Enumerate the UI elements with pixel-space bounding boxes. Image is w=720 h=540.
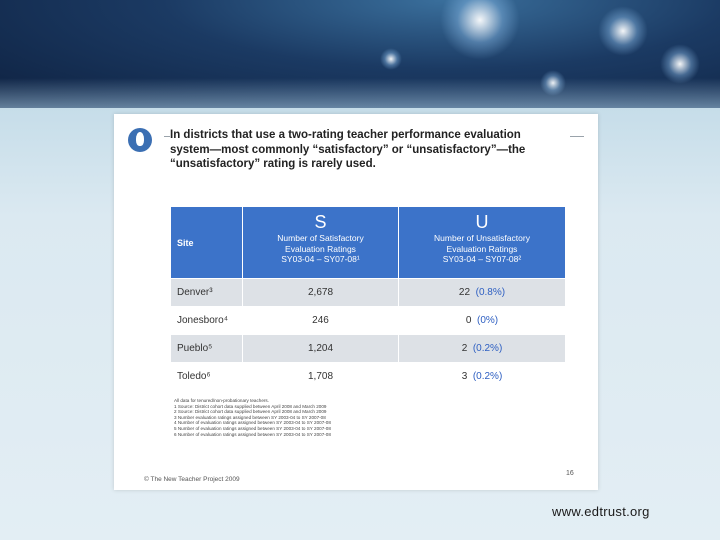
copyright-text: © The New Teacher Project 2009 <box>144 476 240 483</box>
slide-image <box>114 114 598 490</box>
table-row <box>171 363 566 391</box>
table-row <box>171 335 566 363</box>
satisfactory-cell: 1,204 <box>243 335 399 363</box>
table-header-row <box>171 207 566 279</box>
table-row <box>171 307 566 335</box>
site-cell: Jonesboro⁴ <box>171 307 243 335</box>
header-text: Number of Unsatisfactory <box>434 233 530 243</box>
unsat-percent: (0%) <box>477 315 499 326</box>
site-url: www.edtrust.org <box>552 504 650 519</box>
header-text: Evaluation Ratings <box>285 243 356 254</box>
u-letter: U <box>475 212 489 232</box>
footnotes <box>174 398 374 437</box>
light-flare <box>598 6 648 56</box>
unsat-count: 2 <box>461 343 468 354</box>
unsatisfactory-column-header <box>399 207 566 279</box>
page-number: 16 <box>566 470 574 477</box>
satisfactory-cell: 246 <box>243 307 399 335</box>
unsat-count: 0 <box>465 315 472 326</box>
footnote: 1 Source: District cohort data supplied between April 2008 and March 2009 <box>174 403 327 409</box>
footnote: All data for tenured/non-probationary teachers. <box>174 398 269 403</box>
unsatisfactory-cell <box>399 335 566 363</box>
header-text: Number of Satisfactory <box>277 233 364 243</box>
satisfactory-cell: 1,708 <box>243 363 399 391</box>
ratings-table <box>170 206 566 391</box>
light-flare <box>440 0 520 60</box>
site-cell: Toledo⁶ <box>171 363 243 391</box>
light-flare <box>380 48 402 70</box>
light-streak <box>0 78 720 108</box>
unsatisfactory-cell <box>399 363 566 391</box>
table-row <box>171 279 566 307</box>
site-column-header: Site <box>171 207 243 279</box>
footnote: 2 Source: District cohort data supplied between April 2008 and March 2009 <box>174 409 327 415</box>
satisfactory-cell: 2,678 <box>243 279 399 307</box>
s-letter: S <box>314 212 327 232</box>
header-banner <box>0 0 720 108</box>
header-text: SY03-04 – SY07-08¹ <box>281 254 360 264</box>
site-cell: Pueblo⁵ <box>171 335 243 363</box>
unsat-percent: (0.2%) <box>472 343 503 354</box>
header-text: Evaluation Ratings <box>446 243 518 254</box>
footnote: 4 Number of evaluation ratings assigned between SY 2003-04 to SY 2007-08 <box>174 420 331 426</box>
footnote: 5 Number of evaluation ratings assigned between SY 2003-04 to SY 2007-08 <box>174 425 331 431</box>
unsat-percent: (0.8%) <box>475 287 506 298</box>
unsat-count: 22 <box>458 287 471 298</box>
title-line: “unsatisfactory” rating is rarely used. <box>170 158 376 170</box>
footnote: 3 Number evaluation ratings assigned between SY 2003-04 to SY 2007-08 <box>174 414 326 420</box>
footnote: 6 Number of evaluation ratings assigned between SY 2003-04 to SY 2007-08 <box>174 431 331 437</box>
unsatisfactory-cell <box>399 279 566 307</box>
unsatisfactory-cell <box>399 307 566 335</box>
title-line: In districts that use a two-rating teacher performance evaluation <box>170 129 521 141</box>
title-line: system—most commonly “satisfactory” or “unsatisfactory”—the <box>170 143 526 156</box>
flame-logo-icon <box>128 128 152 152</box>
satisfactory-column-header <box>243 207 399 279</box>
unsat-count: 3 <box>461 371 468 382</box>
header-text: SY03-04 – SY07-08² <box>442 254 522 264</box>
slide-title <box>170 128 570 172</box>
site-cell: Denver³ <box>171 279 243 307</box>
unsat-percent: (0.2%) <box>472 371 503 382</box>
